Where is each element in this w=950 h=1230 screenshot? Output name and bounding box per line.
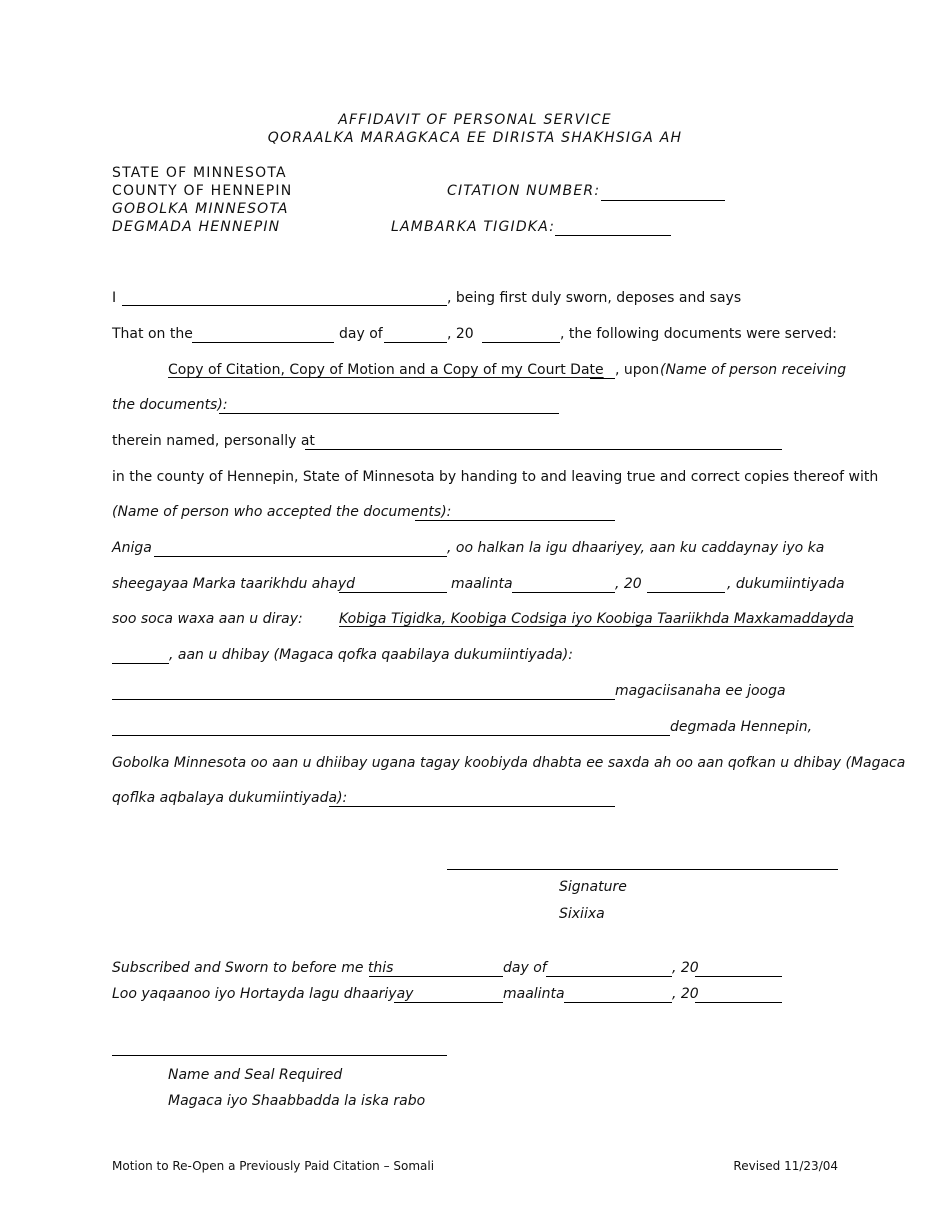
service-month-field-somali[interactable]	[512, 592, 615, 593]
affiant-name-field-somali[interactable]	[154, 556, 447, 557]
seal-required-label: Name and Seal Required	[168, 1067, 343, 1083]
service-address-field[interactable]	[305, 449, 782, 450]
citation-number-label-somali: LAMBARKA TIGIDKA:	[391, 219, 556, 235]
service-day-field-somali[interactable]	[339, 592, 447, 593]
text-maalinta: maalinta	[451, 576, 513, 592]
service-year-field[interactable]	[482, 342, 560, 343]
text-notary-comma-20: , 20	[672, 960, 699, 976]
notary-year-field[interactable]	[695, 976, 782, 977]
text-name-receiving: (Name of person receiving	[660, 362, 847, 378]
citation-number-field[interactable]	[601, 200, 725, 201]
accepted-name-field-somali[interactable]	[329, 806, 615, 807]
footer-revision-date: Revised 11/23/04	[733, 1159, 838, 1173]
text-soo-soca: soo soca waxa aan u diray:	[112, 611, 303, 627]
text-dukumiintiyada: , dukumiintiyada	[727, 576, 845, 592]
recipient-name-field[interactable]	[219, 413, 559, 414]
text-notary-day-of: day of	[503, 960, 547, 976]
documents-served-list: Copy of Citation, Copy of Motion and a Copy of my Court Date	[168, 362, 604, 378]
documents-underline	[590, 378, 615, 379]
text-i: I	[112, 290, 117, 306]
signature-line[interactable]	[447, 869, 838, 870]
service-day-field[interactable]	[192, 342, 334, 343]
text-upon: , upon	[615, 362, 660, 378]
state-label-somali: GOBOLKA MINNESOTA	[112, 201, 289, 217]
citation-number-label: CITATION NUMBER:	[447, 183, 601, 199]
citation-number-field-somali[interactable]	[555, 235, 671, 236]
notary-seal-line[interactable]	[112, 1055, 447, 1056]
recipient-location-field-somali[interactable]	[112, 699, 615, 700]
notary-year-field-somali[interactable]	[695, 1002, 782, 1003]
text-subscribed: Subscribed and Sworn to before me this	[112, 960, 394, 976]
notary-day-field-somali[interactable]	[394, 1002, 503, 1003]
text-comma-20-somali: , 20	[615, 576, 642, 592]
text-aan-u-dhibay: , aan u dhibay (Magaca qofka qaabilaya dukumiintiyada):	[169, 647, 573, 663]
county-label: COUNTY OF HENNEPIN	[112, 183, 293, 199]
signature-label: Signature	[559, 879, 627, 895]
text-comma-20: , 20	[447, 326, 474, 342]
text-gobolka-line: Gobolka Minnesota oo aan u dhiibay ugana tagay koobiyda dhabta ee saxda ah oo aan qofkan u dhibay (Magaca	[112, 755, 906, 771]
text-county-line: in the county of Hennepin, State of Minnesota by handing to and leaving true and correct copies thereof with	[112, 469, 879, 485]
text-name-accepted: (Name of person who accepted the documents):	[112, 504, 452, 520]
title-english: AFFIDAVIT OF PERSONAL SERVICE	[338, 112, 612, 128]
title-somali: QORAALKA MARAGKACA EE DIRISTA SHAKHSIGA AH	[267, 130, 683, 146]
text-that-on-the: That on the	[112, 326, 193, 342]
text-sworn: , being first duly sworn, deposes and says	[447, 290, 742, 306]
text-therein-named: therein named, personally at	[112, 433, 315, 449]
county-label-somali: DEGMADA HENNEPIN	[112, 219, 281, 235]
state-label: STATE OF MINNESOTA	[112, 165, 287, 181]
text-halkan: , oo halkan la igu dhaariyey, aan ku caddaynay iyo ka	[447, 540, 825, 556]
notary-month-field-somali[interactable]	[564, 1002, 672, 1003]
text-notary-maalinta: maalinta	[503, 986, 565, 1002]
service-month-field[interactable]	[384, 342, 447, 343]
text-degmada-hennepin: degmada Hennepin,	[670, 719, 813, 735]
seal-required-label-somali: Magaca iyo Shaabbadda la iska rabo	[168, 1093, 426, 1109]
text-day-of: day of	[339, 326, 383, 342]
text-aniga: Aniga	[112, 540, 152, 556]
text-notary-comma-20-somali: , 20	[672, 986, 699, 1002]
affiant-name-field[interactable]	[122, 305, 447, 306]
notary-day-field[interactable]	[369, 976, 503, 977]
text-magaciisanaha: magaciisanaha ee jooga	[615, 683, 786, 699]
service-address-field-somali[interactable]	[112, 735, 670, 736]
text-loo-yaqaanoo: Loo yaqaanoo iyo Hortayda lagu dhaariyay	[112, 986, 414, 1002]
text-sheegayaa: sheegayaa Marka taarikhdu ahayd	[112, 576, 355, 592]
notary-month-field[interactable]	[546, 976, 672, 977]
accepted-name-field[interactable]	[415, 520, 615, 521]
recipient-name-field-somali[interactable]	[112, 663, 169, 664]
signature-label-somali: Sixiixa	[559, 906, 605, 922]
text-the-documents: the documents):	[112, 397, 228, 413]
footer-form-title: Motion to Re-Open a Previously Paid Citation – Somali	[112, 1159, 435, 1173]
text-documents-served: , the following documents were served:	[560, 326, 837, 342]
service-year-field-somali[interactable]	[647, 592, 725, 593]
documents-served-list-somali: Kobiga Tigidka, Koobiga Codsiga iyo Koobiga Taariikhda Maxkamaddayda	[339, 611, 854, 627]
text-qoflka: qoflka aqbalaya dukumiintiyada):	[112, 790, 348, 806]
